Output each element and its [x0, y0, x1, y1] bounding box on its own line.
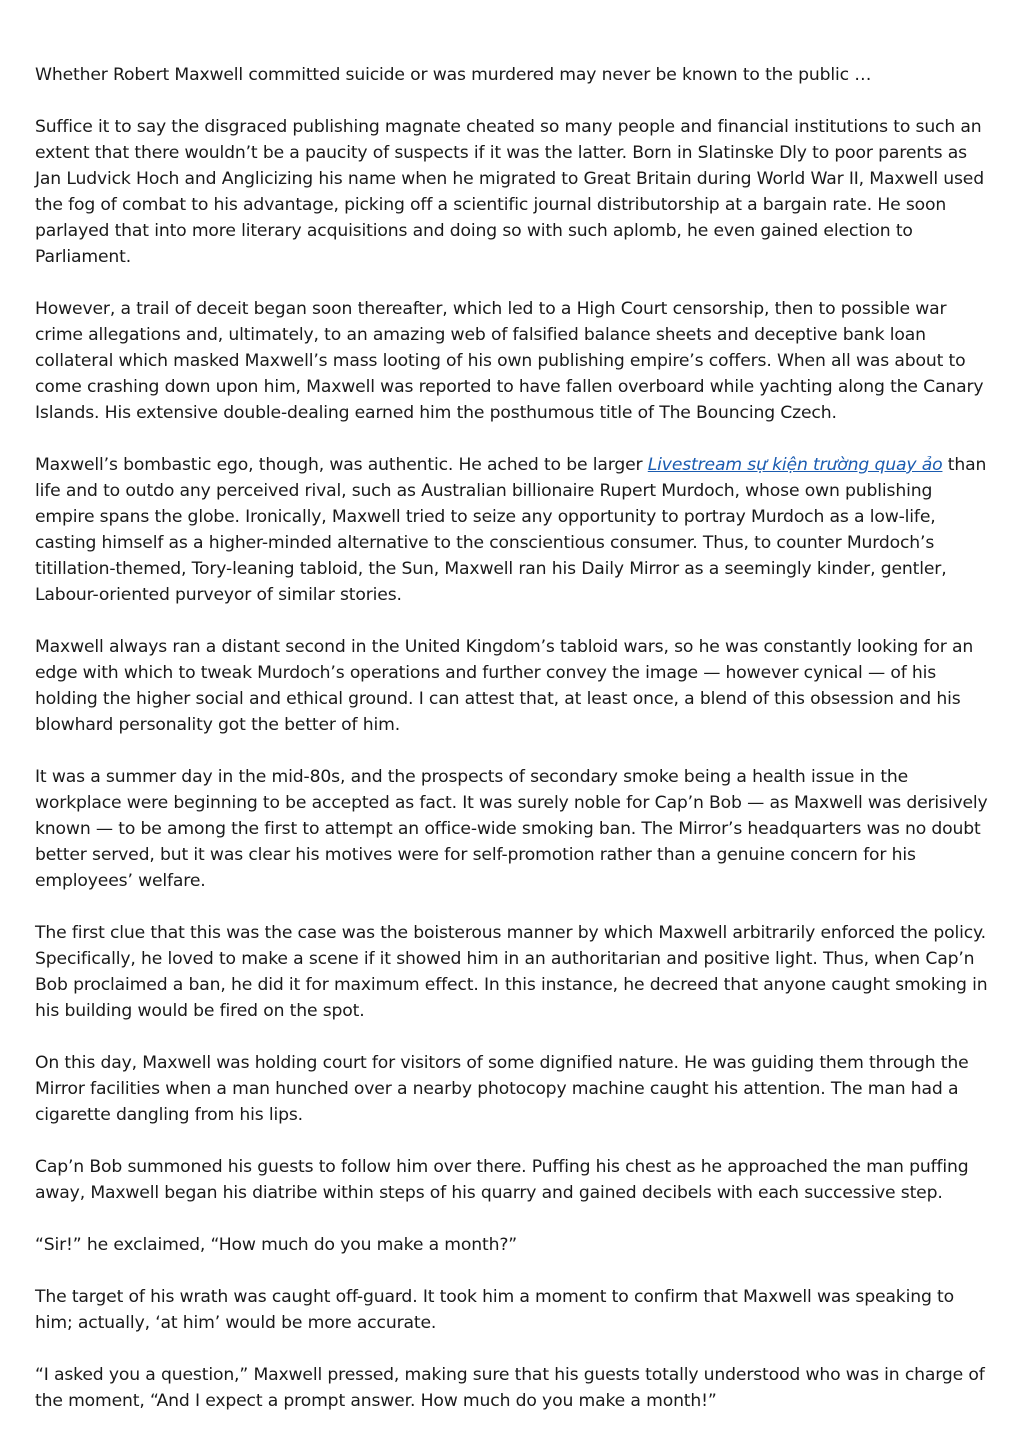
paragraph-12: “I asked you a question,” Maxwell pressed, making sure that his guests totally understood who was in charge of the moment, “And I expect a prompt answer. How much do you make a month!”	[35, 1365, 985, 1411]
paragraph-3: However, a trail of deceit began soon thereafter, which led to a High Court censorship, then to possible war crime allegations and, ultimately, to an amazing web of falsified balance sheets and deceptive bank loan collateral which masked Maxwell’s mass looting of his own publishing empire’s coffers. When all was about to come crashing down upon him, Maxwell was reported to have fallen overboard while yachting along the Canary Islands. His extensive double-dealing earned him the posthumous title of The Bouncing Czech.	[35, 299, 984, 423]
paragraph-5: Maxwell always ran a distant second in the United Kingdom’s tabloid wars, so he was constantly looking for an edge with which to tweak Murdoch’s operations and further convey the image — however cynical — of his holding the higher social and ethical ground. I can attest that, at least once, a blend of this obsession and his blowhard personality got the better of him.	[35, 637, 974, 735]
paragraph-4-text-after: than life and to outdo any perceived rival, such as Australian billionaire Rupert Murdoch, whose own publishing empire spans the globe. Ironically, Maxwell tried to seize any opportunity to portray Murdoch as a low-life, casting himself as a higher-minded alternative to the conscientious consumer. Thus, to counter Murdoch’s titillation-themed, Tory-leaning tabloid, the Sun, Maxwell ran his Daily Mirror as a seemingly kinder, gentler, Labour-oriented purveyor of similar stories.	[35, 455, 987, 605]
paragraph-9: Cap’n Bob summoned his guests to follow him over there. Puffing his chest as he approached the man puffing away, Maxwell began his diatribe within steps of his quarry and gained decibels with each successive step.	[35, 1157, 969, 1203]
livestream-link[interactable]: Livestream sự kiện trường quay ảo	[647, 455, 943, 475]
paragraph-11: The target of his wrath was caught off-guard. It took him a moment to confirm that Maxwell was speaking to him; actually, ‘at him’ would be more accurate.	[35, 1287, 954, 1333]
paragraph-8: On this day, Maxwell was holding court for visitors of some dignified nature. He was guiding them through the Mirror facilities when a man hunched over a nearby photocopy machine caught his attention. The man had a cigarette dangling from his lips.	[35, 1053, 969, 1125]
paragraph-4-text-before: Maxwell’s bombastic ego, though, was authentic. He ached to be larger	[35, 455, 648, 475]
paragraph-10: “Sir!” he exclaimed, “How much do you make a month?”	[35, 1235, 518, 1255]
paragraph-7: The first clue that this was the case was the boisterous manner by which Maxwell arbitrarily enforced the policy. Specifically, he loved to make a scene if it showed him in an authoritarian and positive light. Thus, when Cap’n Bob proclaimed a ban, he did it for maximum effect. In this instance, he decreed that anyone caught smoking in his building would be fired on the spot.	[35, 923, 988, 1021]
article-body	[35, 62, 995, 1440]
paragraph-1: Whether Robert Maxwell committed suicide or was murdered may never be known to the public …	[35, 65, 872, 85]
paragraph-4	[35, 452, 995, 608]
paragraph-6: It was a summer day in the mid-80s, and the prospects of secondary smoke being a health issue in the workplace were beginning to be accepted as fact. It was surely noble for Cap’n Bob — as Maxwell was derisively known — to be among the first to attempt an office-wide smoking ban. The Mirror’s headquarters was no doubt better served, but it was clear his motives were for self-promotion rather than a genuine concern for his employees’ welfare.	[35, 767, 988, 891]
paragraph-2: Suffice it to say the disgraced publishing magnate cheated so many people and financial institutions to such an extent that there wouldn’t be a paucity of suspects if it was the latter. Born in Slatinske Dly to poor parents as Jan Ludvick Hoch and Anglicizing his name when he migrated to Great Britain during World War II, Maxwell used the fog of combat to his advantage, picking off a scientific journal distributorship at a bargain rate. He soon parlayed that into more literary acquisitions and doing so with such aplomb, he even gained election to Parliament.	[35, 117, 984, 267]
